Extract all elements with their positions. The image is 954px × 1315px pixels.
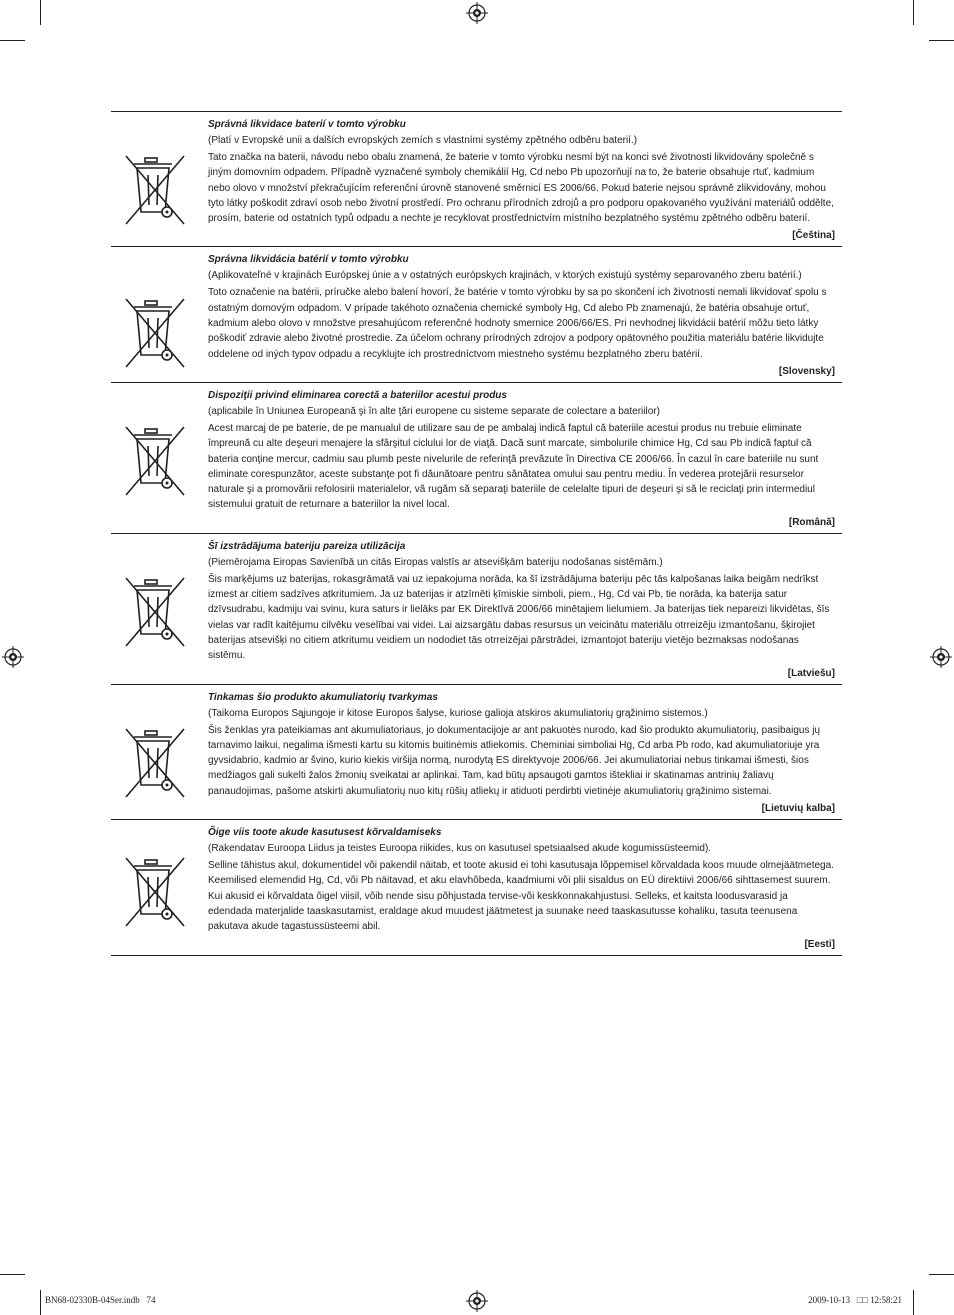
section-slovensky: [111, 246, 842, 381]
battery-disposal-sections: [111, 111, 842, 956]
section-scope: (Piemērojama Eiropas Savienībā un citās Eiropas valstīs ar atsevišķām bateriju nodošanas sistēmām.): [208, 556, 663, 568]
crop-mark: [929, 40, 954, 41]
section-scope: (aplicabile în Uniunea Europeană şi în alte ţări europene cu sisteme separate de colectare a bateriilor): [208, 405, 660, 417]
section-title: Správna likvidácia batérií v tomto výrobku: [208, 254, 409, 266]
section-title: Dispoziţii privind eliminarea corectă a bateriilor acestui produs: [208, 389, 507, 401]
registration-mark-icon: [2, 646, 24, 668]
language-label: [Română]: [788, 516, 835, 528]
section-title: Tinkamas šio produkto akumuliatorių tvarkymas: [208, 691, 438, 703]
crossed-out-bin-icon: [124, 576, 186, 648]
section-lietuviu-kalba: [111, 684, 842, 819]
crop-mark: [0, 40, 25, 41]
registration-mark-icon: [466, 2, 488, 24]
section-scope: (Platí v Evropské unii a dalších evropských zemích s vlastními systémy zpětného odběru baterií.): [208, 135, 638, 146]
crossed-out-bin-icon: [124, 856, 186, 928]
crop-mark: [40, 0, 41, 25]
language-label: [Čeština]: [792, 230, 835, 242]
crop-mark: [40, 1290, 41, 1315]
crop-mark: [0, 1274, 25, 1275]
language-label: [Slovensky]: [778, 365, 835, 377]
crop-mark: [913, 1290, 914, 1315]
crossed-out-bin-icon: [124, 727, 186, 799]
registration-mark-icon: [930, 646, 952, 668]
crop-mark: [929, 1274, 954, 1275]
language-label: [Eesti]: [804, 938, 835, 950]
section-latviesu: [111, 533, 842, 684]
section-scope: (Rakendatav Euroopa Liidus ja teistes Euroopa riikides, kus on kasutusel spetsiaalsed akude kogumissüsteemid).: [208, 843, 712, 855]
section-romana: [111, 382, 842, 533]
language-label: [Lietuvių kalba]: [761, 803, 835, 815]
footer-datetime: 2009-10-13 □□ 12:58:21: [808, 1295, 902, 1305]
section-body: Selline tähistus akul, dokumentidel või pakendil näitab, et toote akusid ei tohi kasutusaja lõppemisel kõrvaldada koos muude olmejäätmetega. Keemilised elemendid Hg, Cd, või Pb näitavad, et aku elavhõbeda, kaadmiumi või plii sisaldus on EÜ direktiivi 2006/66 sihttasemest suurem. Kui akusid ei kõrvaldata õigel viisil, võib nende sisu põhjustada tervise-või keskkonnakahjustusi. Selleks, et kaitsta loodusvarasid ja edendada materjalide taaskasutamist, eraldage akud muudest jäätmetest ja suunake need taaskasutusse kohaliku, tasuta teenusena pakutava akude tagastussüsteemi abil.: [208, 860, 834, 933]
section-title: Õige viis toote akude kasutusest kõrvaldamiseks: [208, 827, 442, 839]
section-body: Tato značka na baterii, návodu nebo obalu znamená, že baterie v tomto výrobku nesmí být na konci své životnosti likvidovány společně s jiným domovním odpadem. Případně vyznačené symboly chemikálií Hg, Cd nebo Pb upozorňují na to, že baterie obsahuje rtuť, kadmium nebo olovo v množství překračujícím referenční úrovně stanovené směrnicí ES 2006/66. Pokud baterie nejsou správně zlikvidovány, mohou tyto látky poškodit zdraví osob nebo životní prostředí. Pro ochranu přírodních zdrojů a pro podporu opakovaného využívání materiálů oddělte, prosím, baterie od ostatních typů odpadu a nechte je recyklovat prostřednictvím místního bezplatného systému zpětného odběru baterií.: [208, 152, 834, 225]
section-body: Toto označenie na batérii, príručke alebo balení hovorí, že batérie v tomto výrobku by sa po skončení ich životnosti nemali likvidovať spolu s ostatným domovým odpadom. V prípade takéhoto označenia chemické symboly Hg, Cd alebo Pb znamenajú, že batéria obsahuje ortuť, kadmium alebo olovo v množstve presahujúcom referenčné hodnoty smernice 2006/66/ES. Pri nevhodnej likvidácii batérií môžu tieto látky poškodiť zdravie alebo životné prostredie. Za účelom ochrany prírodných zdrojov a podpory opätovného použitia materiálu batérie likvidujte oddelene od iných typov odpadu a recyklujte ich prostredníctvom miestneho systému bezplatného zberu batérií.: [208, 287, 827, 360]
crop-mark: [913, 0, 914, 25]
section-title: Správná likvidace baterií v tomto výrobku: [208, 119, 406, 130]
footer-file-info: BN68-02330B-04Ser.indb 74: [45, 1295, 156, 1305]
registration-mark-icon: [466, 1290, 488, 1312]
section-body: Acest marcaj de pe baterie, de pe manualul de utilizare sau de pe ambalaj indică faptul că bateriile acestui produs nu trebuie eliminate împreună cu alte deşeuri menajere la sfârşitul ciclului lor de viaţă. Dacă sunt marcate, simbolurile chimice Hg, Cd sau Pb indică faptul că bateria conţine mercur, cadmiu sau plumb peste nivelurile de referinţă prevăzute în Directiva CE 2006/66. În cazul în care bateriile nu sunt eliminate corespunzător, aceste substanţe pot fi dăunătoare pentru sănătatea omului sau pentru mediu. În vederea protejării resurselor naturale şi a promovării refolosirii materialelor, vă rugăm să separaţi bateriile de celelalte tipuri de deşeuri şi să le reciclaţi prin intermediul sistemului gratuit de returnare a bateriilor la nivel local.: [208, 422, 819, 511]
section-scope: (Aplikovateľné v krajinách Európskej únie a v ostatných európskych krajinách, v ktorých existujú systémy separovaného zberu batérií.): [208, 270, 802, 282]
section-scope: (Taikoma Europos Sąjungoje ir kitose Europos šalyse, kuriose galioja atskiros akumuliatorių grąžinimo sistemos.): [208, 707, 708, 719]
crossed-out-bin-icon: [124, 425, 186, 497]
section-cestina: [111, 111, 842, 246]
language-label: [Latviešu]: [787, 667, 835, 679]
section-title: Šī izstrādājuma bateriju pareiza utilizācija: [208, 540, 406, 552]
section-body: Šis ženklas yra pateikiamas ant akumuliatoriaus, jo dokumentacijoje ar ant pakuotės nurodo, kad šio produkto akumuliatorių, pasibaigus jų tarnavimo laikui, negalima išmesti kartu su kitomis buitinėmis atliekomis. Cheminiai simboliai Hg, Cd arba Pb rodo, kad akumuliatoriuje yra gyvsidabrio, kadmio ar švino, kurio kiekis viršija normą, nurodytą ES direktyvoje 2006/66. Jei akumuliatoriai nebus tinkamai išmesti, šios medžiagos gali sukelti žalos žmonių sveikatai ar aplinkai. Tam, kad būtų apsaugoti gamtos ištekliai ir skatinamas antrinių žaliavų panaudojimas, pašome atskirti akumuliatorių nuo kitų rūšių atliekų ir atiduoti perdirbti vietinėje akumuliatorių grąžinimo sistemai.: [208, 724, 821, 797]
crossed-out-bin-icon: [124, 154, 186, 226]
crossed-out-bin-icon: [124, 297, 186, 369]
section-eesti: [111, 819, 842, 955]
section-body: Šis marķējums uz baterijas, rokasgrāmatā vai uz iepakojuma norāda, ka šī izstrādājuma bateriju pēc tās kalpošanas laika beigām nedrīkst izmest ar citiem sadzīves atkritumiem. Ja uz baterijas ir atzīmēti ķīmiskie simboli, piem., Hg, Cd vai Pb, tie norāda, ka baterija satur dzīvsudrabu, kadmiju vai svinu, kura saturs ir lielāks par EK Direktīvā 2006/66 minētajiem lielumiem. Ja baterijas tiek nepareizi likvidētas, šīs vielas var radīt kaitējumu cilvēku veselībai vai videi. Lai aizsargātu dabas resursus un veicinātu materiālu otrreizēju izmantošanu, šķirojiet baterijas atsevišķi no citiem atkritumu veidiem un nododiet tās otrreizējai pārstrādei, izmantojot bateriju vietējo bezmaksas nodošanas sistēmu.: [208, 573, 830, 662]
